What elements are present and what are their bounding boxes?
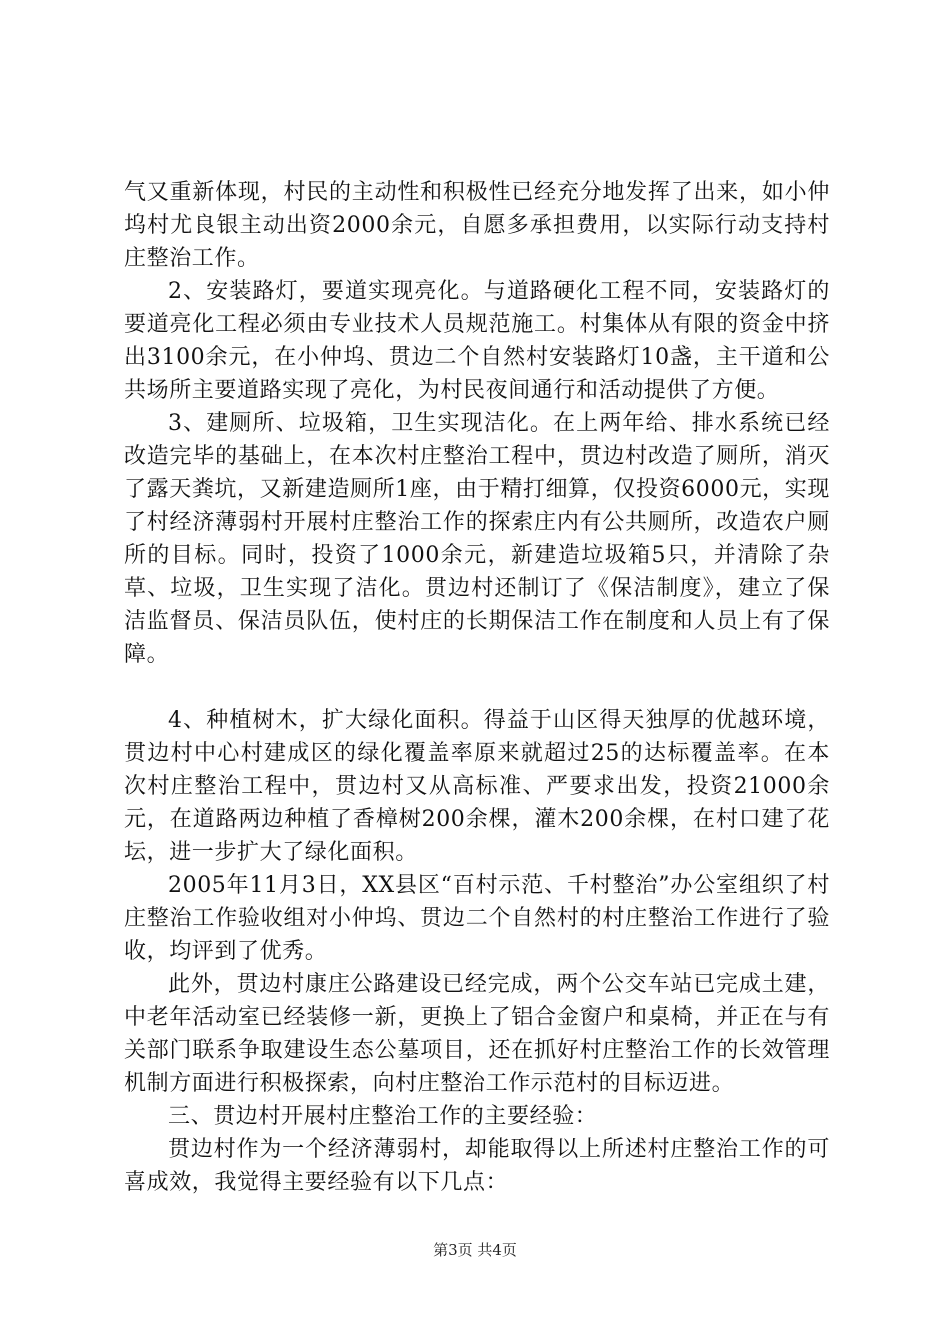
paragraph-continuation: 气又重新体现，村民的主动性和积极性已经充分地发挥了出来，如小仲坞村尤良银主动出资2000余元，自愿多承担费用，以实际行动支持村庄整治工作。 [124,180,830,271]
paragraph-street-lights: 2、安装路灯，要道实现亮化。与道路硬化工程不同，安装路灯的要道亮化工程必须由专业技术人员规范施工。村集体从有限的资金中挤出3100余元，在小仲坞、贯边二个自然村安装路灯10盏，主干道和公共场所主要道路实现了亮化，为村民夜间通行和活动提供了方便。 [124,279,830,403]
paragraph-tree-planting: 4、种植树木，扩大绿化面积。得益于山区得天独厚的优越环境，贯边村中心村建成区的绿化覆盖率原来就超过25的达标覆盖率。在本次村庄整治工程中，贯边村又从高标准、严要求出发，投资21000余元，在道路两边种植了香樟树200余棵，灌木200余棵，在村口建了花坛，进一步扩大了绿化面积。 [124,708,830,865]
paragraph-experience-intro: 贯边村作为一个经济薄弱村，却能取得以上所述村庄整治工作的可喜成效，我觉得主要经验有以下几点： [124,1137,830,1195]
section-heading-main-experience: 三、贯边村开展村庄整治工作的主要经验： [168,1104,598,1129]
paragraph-additional-work: 此外，贯边村康庄公路建设已经完成，两个公交车站已完成土建，中老年活动室已经装修一新，更换上了铝合金窗户和桌椅，并正在与有关部门联系争取建设生态公墓项目，还在抓好村庄整治工作的长效管理机制方面进行积极探索，向村庄整治工作示范村的目标迈进。 [124,972,830,1096]
page-number-footer: 第3页 共4页 [433,1241,517,1259]
document-body [124,176,830,1199]
paragraph-toilets-bins: 3、建厕所、垃圾箱，卫生实现洁化。在上两年给、排水系统已经改造完毕的基础上，在本次村庄整治工程中，贯边村改造了厕所，消灭了露天粪坑，又新建造厕所1座，由于精打细算，仅投资6000元，实现了村经济薄弱村开展村庄整治工作的探索庄内有公共厕所，改造农户厕所的目标。同时，投资了1000余元，新建造垃圾箱5只，并清除了杂草、垃圾，卫生实现了洁化。贯边村还制订了《保洁制度》，建立了保洁监督员、保洁员队伍，使村庄的长期保洁工作在制度和人员上有了保障。 [124,411,830,667]
paragraph-inspection: 2005年11月3日，XX县区“百村示范、千村整治”办公室组织了村庄整治工作验收组对小仲坞、贯边二个自然村的村庄整治工作进行了验收，均评到了优秀。 [124,873,830,964]
